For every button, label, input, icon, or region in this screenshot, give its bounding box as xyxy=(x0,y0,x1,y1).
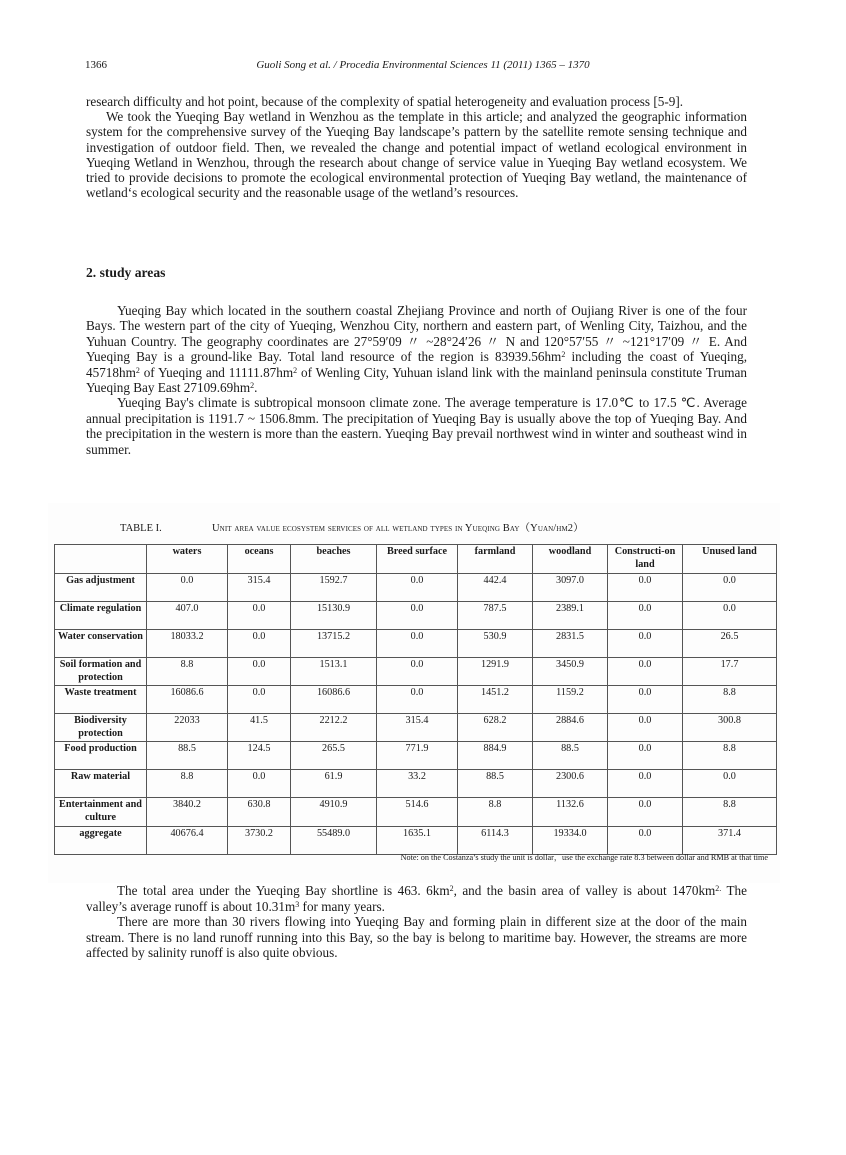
table-cell: 8.8 xyxy=(458,798,533,826)
table-cell: 88.5 xyxy=(533,742,608,770)
table-cell: 8.8 xyxy=(147,770,228,798)
table-cell: 0.0 xyxy=(608,742,683,770)
table-cell: 2389.1 xyxy=(533,602,608,630)
section-heading: 2. study areas xyxy=(86,265,166,280)
table-cell: 0.0 xyxy=(228,658,291,686)
row-label: Entertainment and culture xyxy=(55,798,147,826)
table-cell: 0.0 xyxy=(608,770,683,798)
table-cell: 19334.0 xyxy=(533,826,608,854)
table-cell: 8.8 xyxy=(683,742,777,770)
table-cell: 22033 xyxy=(147,714,228,742)
after-table-paragraph-2: There are more than 30 rivers flowing into Yueqing Bay and forming plain in different size at the door of the main stream. There is no land runoff running into this Bay, so the bay is belong to maritime bay. However, the streams are more affected by salinity runoff is also quite obvious. xyxy=(86,914,747,961)
row-label: Biodiversity protection xyxy=(55,714,147,742)
table-cell: 0.0 xyxy=(147,574,228,602)
table-cell: 0.0 xyxy=(228,630,291,658)
after-table-paragraph-1: The total area under the Yueqing Bay shortline is 463. $6km^2$, and the basin area of valley is about $1470km^{2.}$ The valley’s average runoff is about $10.31m^3$ for many years. xyxy=(86,883,747,914)
table-cell: 2884.6 xyxy=(533,714,608,742)
ecosystem-value-table xyxy=(54,544,777,855)
table-cell: 88.5 xyxy=(147,742,228,770)
table-cell: 4910.9 xyxy=(291,798,377,826)
table-cell: 2300.6 xyxy=(533,770,608,798)
column-header: beaches xyxy=(291,545,377,574)
table-cell: 0.0 xyxy=(377,686,458,714)
table-cell: 628.2 xyxy=(458,714,533,742)
table-row xyxy=(55,574,777,602)
study-area-paragraph-1: Yueqing Bay which located in the southern coastal Zhejiang Province and north of Oujiang River is one of the four Bays. The western part of the city of Yueqing, Wenzhou City, northern and eastern part, of Wenling City, Taizhou, and the Yuhuan Country. The geography coordinates are 27°59′09 〃 ~28°24′26 〃 N and 120°57′55 〃 ~121°17′09 〃 E. And Yueqing Bay is a ground-like Bay. Total land resource of the region is $83939.56hm^2$ including the coast of Yueqing, $45718hm^2$ of Yueqing and $11111.87hm^2$ of Wenling City, Yuhuan island link with the mainland peninsula constitute Truman Yueqing Bay East $27109.69hm^2$. xyxy=(86,303,747,396)
table-cell: 0.0 xyxy=(228,686,291,714)
column-header: Breed surface xyxy=(377,545,458,574)
table-header-row xyxy=(55,545,777,574)
row-label: Food production xyxy=(55,742,147,770)
column-header xyxy=(55,545,147,574)
table-cell: 0.0 xyxy=(608,602,683,630)
table-cell: 514.6 xyxy=(377,798,458,826)
table-body xyxy=(55,574,777,855)
column-header: Unused land xyxy=(683,545,777,574)
table-row xyxy=(55,658,777,686)
table-cell: 0.0 xyxy=(377,574,458,602)
table-cell: 1451.2 xyxy=(458,686,533,714)
intro-paragraph-2: We took the Yueqing Bay wetland in Wenzhou as the template in this article; and analyzed the geographic information system for the comprehensive survey of the Yueqing Bay landscape’s pattern by the satellite remote sensing technique and investigation of outdoor field. Then, we revealed the change and potential impact of wetland ecological environment in Yueqing Wetland in Wenzhou, through the research about change of service value in Yueqing Bay wetland ecosystem. We tried to provide decisions to promote the ecological environmental protection of Yueqing Bay wetland, the maintenance of wetland‘s ecological security and the reasonable usage of the wetland’s resources. xyxy=(86,109,747,201)
study-area-text xyxy=(86,303,747,457)
table-row xyxy=(55,714,777,742)
table-cell: 771.9 xyxy=(377,742,458,770)
table-row xyxy=(55,742,777,770)
table-cell: 26.5 xyxy=(683,630,777,658)
row-label: Soil formation and protection xyxy=(55,658,147,686)
column-header: Constructi-on land xyxy=(608,545,683,574)
table-cell: 0.0 xyxy=(228,602,291,630)
table-cell: 13715.2 xyxy=(291,630,377,658)
running-head: Guoli Song et al. / Procedia Environmental Sciences 11 (2011) 1365 – 1370 xyxy=(256,59,590,71)
table-row xyxy=(55,798,777,826)
table-cell: 3730.2 xyxy=(228,826,291,854)
table-cell: 530.9 xyxy=(458,630,533,658)
table-cell: 2212.2 xyxy=(291,714,377,742)
after-table-text xyxy=(86,883,747,961)
table-cell: 300.8 xyxy=(683,714,777,742)
table-cell: 1159.2 xyxy=(533,686,608,714)
table-row xyxy=(55,770,777,798)
table-cell: 124.5 xyxy=(228,742,291,770)
table-cell: 0.0 xyxy=(377,658,458,686)
table-cell: 8.8 xyxy=(683,798,777,826)
table-cell: 0.0 xyxy=(608,658,683,686)
table-cell: 0.0 xyxy=(608,714,683,742)
table-caption xyxy=(120,520,760,535)
table-cell: 0.0 xyxy=(377,602,458,630)
table-note: Note: on the Costanza’s study the unit is dollar，use the exchange rate 8.3 between dollar and RMB at that time xyxy=(400,853,768,862)
table-cell: 61.9 xyxy=(291,770,377,798)
table-cell: 0.0 xyxy=(683,770,777,798)
table-title: Unit area value ecosystem services of all wetland types in Yueqing Bay（Yuan/hm2） xyxy=(212,523,584,534)
row-label: Climate regulation xyxy=(55,602,147,630)
table-cell: 18033.2 xyxy=(147,630,228,658)
table-cell: 0.0 xyxy=(683,602,777,630)
table-row xyxy=(55,602,777,630)
table-cell: 41.5 xyxy=(228,714,291,742)
table-cell: 265.5 xyxy=(291,742,377,770)
table-cell: 6114.3 xyxy=(458,826,533,854)
table-cell: 88.5 xyxy=(458,770,533,798)
table-cell: 0.0 xyxy=(377,630,458,658)
table-cell: 0.0 xyxy=(608,798,683,826)
table-cell: 315.4 xyxy=(228,574,291,602)
table-cell: 3450.9 xyxy=(533,658,608,686)
table-cell: 884.9 xyxy=(458,742,533,770)
table-cell: 0.0 xyxy=(608,826,683,854)
table-cell: 0.0 xyxy=(228,770,291,798)
table-cell: 407.0 xyxy=(147,602,228,630)
table-cell: 0.0 xyxy=(608,630,683,658)
column-header: oceans xyxy=(228,545,291,574)
table-cell: 1635.1 xyxy=(377,826,458,854)
intro-paragraph-1: research difficulty and hot point, because of the complexity of spatial heterogeneity and evaluation process [5-9]. xyxy=(86,94,684,109)
table-cell: 8.8 xyxy=(147,658,228,686)
table-cell: 1592.7 xyxy=(291,574,377,602)
intro-text xyxy=(86,94,747,200)
table-cell: 16086.6 xyxy=(291,686,377,714)
table-cell: 1132.6 xyxy=(533,798,608,826)
table-cell: 40676.4 xyxy=(147,826,228,854)
table-row xyxy=(55,686,777,714)
row-label: Water conservation xyxy=(55,630,147,658)
table-cell: 0.0 xyxy=(608,574,683,602)
page-header xyxy=(0,59,846,75)
table-label: TABLE I. xyxy=(120,523,162,534)
table-cell: 787.5 xyxy=(458,602,533,630)
column-header: woodland xyxy=(533,545,608,574)
table-cell: 16086.6 xyxy=(147,686,228,714)
table-cell: 8.8 xyxy=(683,686,777,714)
table-cell: 1291.9 xyxy=(458,658,533,686)
row-label: Gas adjustment xyxy=(55,574,147,602)
page-number: 1366 xyxy=(85,59,107,71)
column-header: farmland xyxy=(458,545,533,574)
table-cell: 1513.1 xyxy=(291,658,377,686)
row-label: Raw material xyxy=(55,770,147,798)
column-header: waters xyxy=(147,545,228,574)
row-label: aggregate xyxy=(55,826,147,854)
table-cell: 55489.0 xyxy=(291,826,377,854)
table-cell: 33.2 xyxy=(377,770,458,798)
table-cell: 3840.2 xyxy=(147,798,228,826)
table-row xyxy=(55,826,777,854)
study-area-paragraph-2: Yueqing Bay's climate is subtropical monsoon climate zone. The average temperature is 17.0℃ to 17.5 ℃. Average annual precipitation is 1191.7 ~ 1506.8mm. The precipitation of Yueqing Bay is usually above the top of Yueqing Bay. And the precipitation in the western is more than the eastern. Yueqing Bay prevail northwest wind in winter and southeast wind in summer. xyxy=(86,395,747,457)
table-cell: 442.4 xyxy=(458,574,533,602)
table-cell: 2831.5 xyxy=(533,630,608,658)
table-cell: 17.7 xyxy=(683,658,777,686)
table-cell: 371.4 xyxy=(683,826,777,854)
table-cell: 630.8 xyxy=(228,798,291,826)
table-cell: 315.4 xyxy=(377,714,458,742)
table-cell: 3097.0 xyxy=(533,574,608,602)
table-row xyxy=(55,630,777,658)
table-cell: 0.0 xyxy=(608,686,683,714)
table-cell: 15130.9 xyxy=(291,602,377,630)
row-label: Waste treatment xyxy=(55,686,147,714)
table-cell: 0.0 xyxy=(683,574,777,602)
